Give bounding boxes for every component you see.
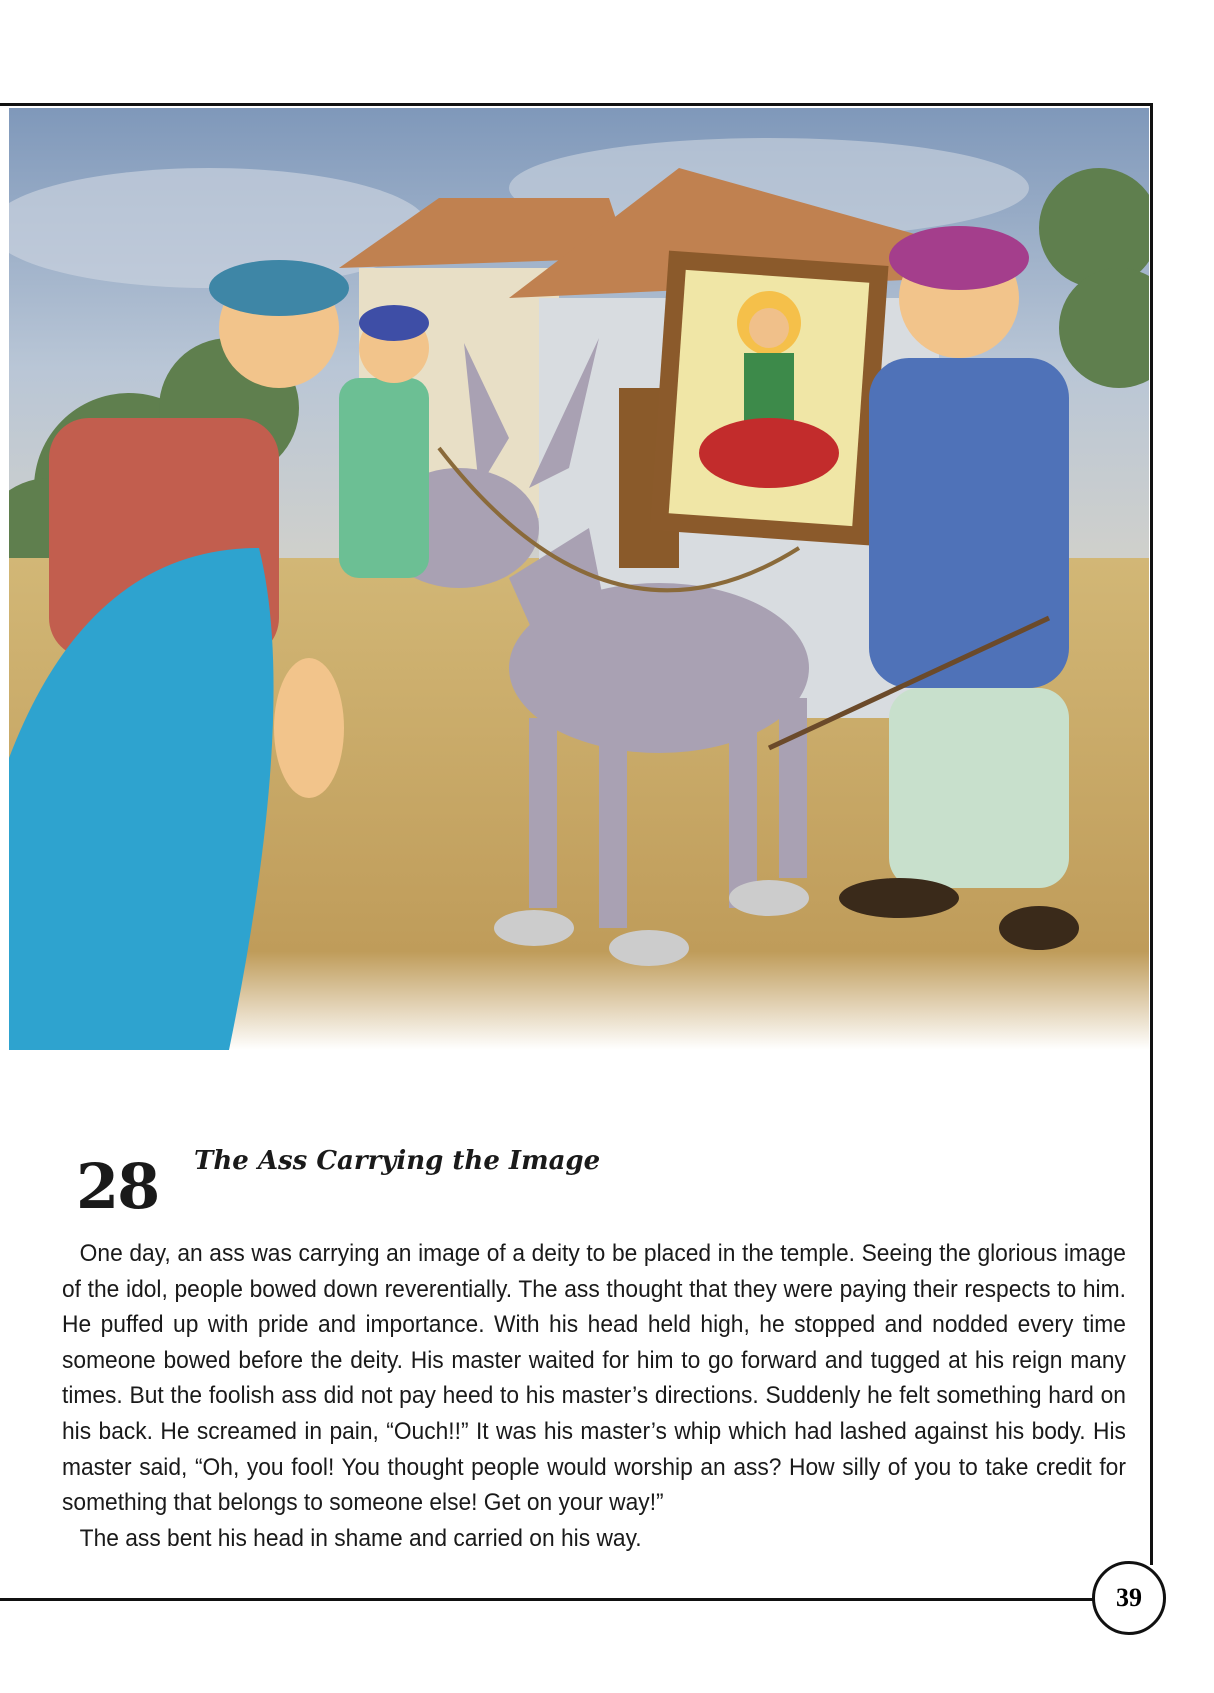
deity-image	[650, 251, 889, 546]
story-text	[62, 1236, 1126, 1556]
chapter-number: 28	[76, 1150, 159, 1223]
page-number-badge	[1092, 1561, 1166, 1635]
page-border-right	[1150, 103, 1153, 1565]
story-paragraph: One day, an ass was carrying an image of a deity to be placed in the temple. Seeing the glorious image of the idol, people bowed down reverentially. The ass thought that they were paying their respects to him. He puffed up with pride and importance. With his head held high, he stopped and nodded every time someone bowed before the deity. His master waited for him to go forward and tugged at his reign many times. But the foolish ass did not pay heed to his master’s directions. Suddenly he felt something hard on his back. He screamed in pain, “Ouch!!” It was his master’s whip which had lashed against his body. His master said, “Oh, you fool! You thought people would worship an ass? How silly of you to take credit for something that belongs to someone else! Get on your way!”	[62, 1240, 1126, 1517]
chapter-title: The Ass Carrying the Image	[194, 1146, 601, 1176]
page-border-bottom	[0, 1598, 1096, 1601]
story-illustration	[9, 108, 1149, 1050]
page-number: 39	[1116, 1583, 1142, 1612]
page-border-top	[0, 103, 1153, 106]
story-paragraph: The ass bent his head in shame and carried on his way.	[79, 1524, 642, 1552]
